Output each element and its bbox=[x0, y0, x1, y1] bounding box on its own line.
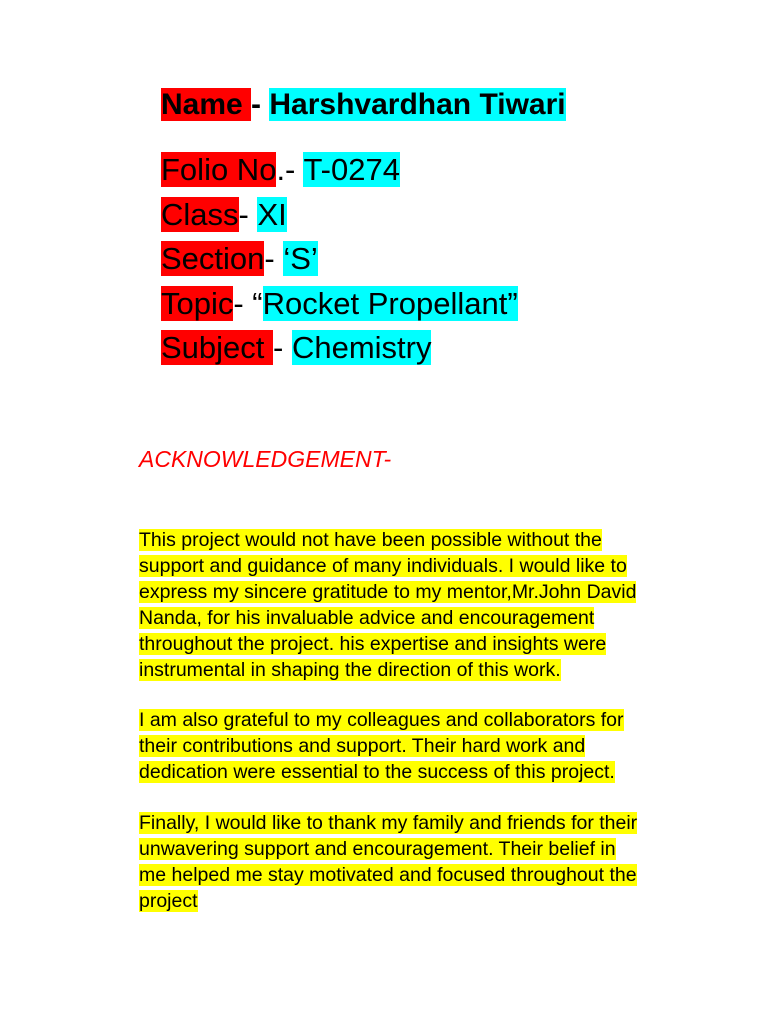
subject-label: Subject bbox=[161, 330, 274, 365]
name-value: Harshvardhan Tiwari bbox=[269, 88, 566, 121]
name-label: Name bbox=[161, 88, 252, 121]
subject-line bbox=[161, 326, 518, 371]
class-separator: - bbox=[238, 196, 258, 232]
paragraph-line: Nanda, for his invaluable advice and encouragement bbox=[139, 607, 595, 629]
acknowledgement-paragraph-2 bbox=[139, 707, 679, 785]
section-label: Section bbox=[161, 241, 265, 276]
section-separator: - bbox=[264, 241, 284, 276]
name-line bbox=[161, 86, 566, 124]
section-line bbox=[161, 237, 518, 282]
name-separator: - bbox=[251, 88, 270, 121]
topic-separator: - “ bbox=[233, 285, 263, 321]
class-line bbox=[161, 193, 518, 238]
class-label: Class bbox=[161, 196, 239, 232]
paragraph-line: I am also grateful to my colleagues and collaborators for bbox=[139, 709, 624, 731]
paragraph-line: project bbox=[139, 890, 198, 912]
student-details bbox=[161, 148, 518, 371]
subject-separator: - bbox=[273, 330, 292, 365]
subject-value: Chemistry bbox=[291, 330, 432, 365]
folio-separator: .- bbox=[276, 152, 304, 187]
acknowledgement-paragraph-1 bbox=[139, 527, 679, 683]
paragraph-line: their contributions and support. Their hard work and bbox=[139, 735, 586, 757]
folio-line bbox=[161, 148, 518, 193]
topic-line bbox=[161, 282, 518, 327]
class-value: XI bbox=[257, 196, 287, 232]
folio-value: T-0274 bbox=[303, 152, 400, 187]
paragraph-line: me helped me stay motivated and focused throughout the bbox=[139, 864, 637, 886]
paragraph-line: unwavering support and encouragement. Their belief in bbox=[139, 838, 616, 860]
topic-value: Rocket Propellant” bbox=[262, 285, 518, 321]
section-value: ‘S’ bbox=[283, 241, 318, 276]
topic-label: Topic bbox=[161, 285, 234, 321]
paragraph-line: throughout the project. his expertise and insights were bbox=[139, 633, 607, 655]
acknowledgement-paragraph-3 bbox=[139, 810, 679, 914]
paragraph-line: instrumental in shaping the direction of this work. bbox=[139, 659, 561, 681]
acknowledgement-title: ACKNOWLEDGEMENT- bbox=[139, 446, 392, 472]
paragraph-line: dedication were essential to the success of this project. bbox=[139, 761, 615, 783]
paragraph-line: express my sincere gratitude to my mentor,Mr.John David bbox=[139, 581, 637, 603]
folio-label: Folio No bbox=[161, 152, 277, 187]
paragraph-line: Finally, I would like to thank my family and friends for their bbox=[139, 812, 638, 834]
paragraph-line: This project would not have been possible without the bbox=[139, 529, 602, 551]
paragraph-line: support and guidance of many individuals. I would like to bbox=[139, 555, 627, 577]
